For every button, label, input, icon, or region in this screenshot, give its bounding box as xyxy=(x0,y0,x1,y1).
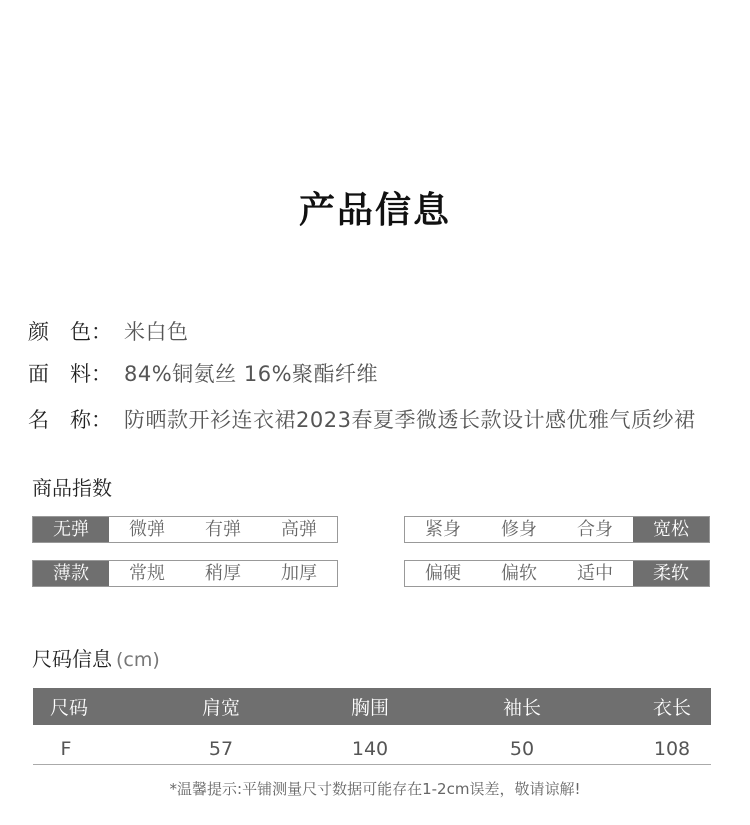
softness-index xyxy=(404,560,710,587)
header-length: 衣长 xyxy=(652,697,691,719)
header-chest: 胸围 xyxy=(350,697,389,719)
shoulder-cell: 57 xyxy=(208,737,234,760)
measurement-note: *温馨提示:平铺测量尺寸数据可能存在1-2cm误差，敬请谅解! xyxy=(169,780,581,798)
thickness-option: 常规 xyxy=(129,563,165,584)
header-shoulder: 肩宽 xyxy=(201,697,240,719)
elasticity-option: 微弹 xyxy=(129,519,165,540)
size-table-header xyxy=(33,688,711,725)
thickness-option: 加厚 xyxy=(281,563,317,584)
elasticity-option: 高弹 xyxy=(281,519,317,540)
header-size: 尺码 xyxy=(49,697,88,719)
fit-option: 修身 xyxy=(501,519,537,540)
elasticity-index xyxy=(32,516,338,543)
header-sleeve: 袖长 xyxy=(502,697,541,719)
table-row xyxy=(33,733,711,765)
fit-option: 合身 xyxy=(577,519,613,540)
sleeve-cell: 50 xyxy=(509,737,535,760)
softness-option: 偏软 xyxy=(501,563,537,584)
size-unit: (cm) xyxy=(116,649,160,671)
color-label: 颜 色： xyxy=(28,320,112,344)
thickness-option: 薄款 xyxy=(33,561,109,586)
elasticity-option: 无弹 xyxy=(33,517,109,542)
chest-cell: 140 xyxy=(351,737,389,760)
fit-option: 宽松 xyxy=(633,517,709,542)
product-name-label: 名 称： xyxy=(28,408,112,432)
fabric-value: 84%铜氨丝 16%聚酯纤维 xyxy=(124,362,379,386)
size-section-title xyxy=(32,643,160,672)
softness-option: 柔软 xyxy=(633,561,709,586)
elasticity-option: 有弹 xyxy=(205,519,241,540)
color-row xyxy=(28,316,189,346)
thickness-index xyxy=(32,560,338,587)
product-name-row xyxy=(28,404,695,434)
fabric-row xyxy=(28,358,378,388)
size-section-label: 尺码信息 xyxy=(32,647,112,671)
length-cell: 108 xyxy=(653,737,691,760)
fabric-label: 面 料： xyxy=(28,362,112,386)
size-cell: F xyxy=(60,737,72,760)
softness-option: 偏硬 xyxy=(425,563,461,584)
page-title: 产品信息 xyxy=(298,190,451,231)
index-section-title: 商品指数 xyxy=(32,476,112,500)
thickness-option: 稍厚 xyxy=(205,563,241,584)
product-name-value: 防晒款开衫连衣裙2023春夏季微透长款设计感优雅气质纱裙 xyxy=(124,408,696,432)
softness-option: 适中 xyxy=(577,563,613,584)
fit-index xyxy=(404,516,710,543)
color-value: 米白色 xyxy=(124,320,189,344)
fit-option: 紧身 xyxy=(425,519,461,540)
